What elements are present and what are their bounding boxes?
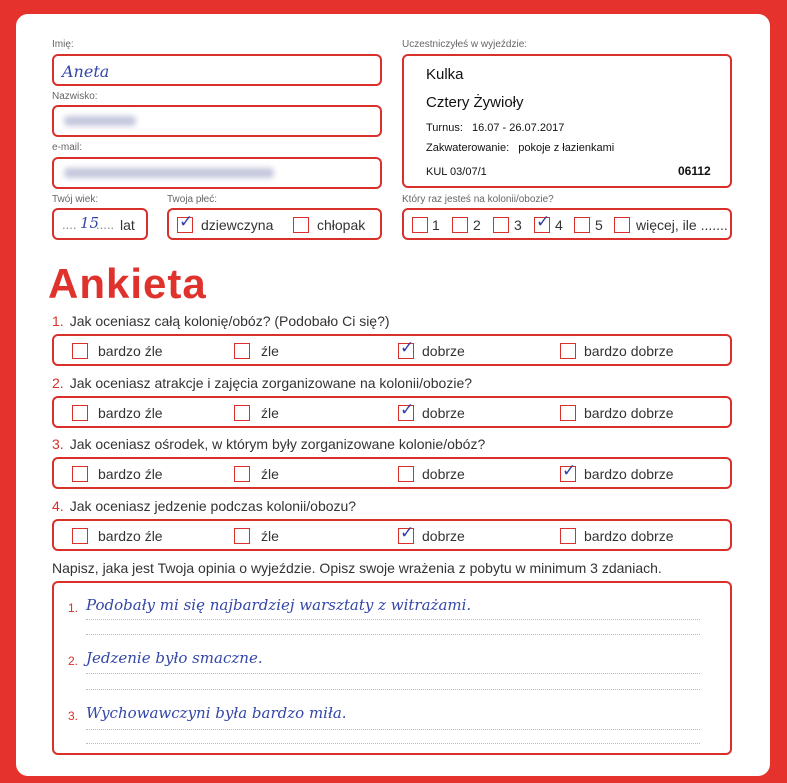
check-icon: ✓ <box>179 212 194 232</box>
times-option-2: 2 <box>473 217 481 233</box>
surname-field[interactable] <box>52 105 382 137</box>
name-value: Aneta <box>62 62 110 81</box>
writing-line <box>86 634 700 635</box>
option-checkbox[interactable] <box>398 523 415 544</box>
age-prefix: .... <box>62 217 77 232</box>
times-label: Który raz jesteś na kolonii/obozie? <box>402 194 554 205</box>
name-label: Imię: <box>52 39 74 50</box>
option-checkbox[interactable] <box>234 343 250 359</box>
question-text: Jak oceniasz ośrodek, w którym były zorganizowane kolonie/obóz? <box>69 436 486 452</box>
trip-info-box <box>402 54 732 188</box>
turnus-label: Turnus: <box>426 122 463 134</box>
option-label: bardzo dobrze <box>584 528 674 544</box>
option-label: dobrze <box>422 343 465 359</box>
page-title: Ankieta <box>48 260 207 307</box>
surname-redacted <box>64 116 136 126</box>
option-label: źle <box>261 528 279 544</box>
check-icon: ✓ <box>400 338 415 358</box>
times-option-more: więcej, ile ....... <box>636 217 728 233</box>
option-label: bardzo źle <box>98 528 163 544</box>
writing-line <box>86 689 700 690</box>
gender-checkbox-girl[interactable] <box>177 212 194 233</box>
option-checkbox[interactable] <box>72 466 88 482</box>
option-checkbox[interactable] <box>560 461 577 482</box>
option-label: bardzo źle <box>98 405 163 421</box>
option-checkbox[interactable] <box>72 343 88 359</box>
age-unit: lat <box>120 217 135 233</box>
gender-checkbox-boy[interactable] <box>293 217 309 233</box>
email-label: e-mail: <box>52 142 83 153</box>
times-option-5: 5 <box>595 217 603 233</box>
response-number: 2. <box>68 654 79 668</box>
question-number: 2. <box>52 375 64 391</box>
writing-line <box>86 673 700 674</box>
option-checkbox[interactable] <box>398 400 415 421</box>
option-label: dobrze <box>422 405 465 421</box>
gender-option-boy: chłopak <box>317 217 366 233</box>
option-checkbox[interactable] <box>398 466 414 482</box>
option-label: źle <box>261 405 279 421</box>
writing-line <box>86 743 700 744</box>
trip-label: Uczestniczyłeś w wyjeździe: <box>402 39 528 50</box>
email-field[interactable] <box>52 157 382 189</box>
response-text: Podobały mi się najbardziej warsztaty z witrażami. <box>86 596 472 614</box>
times-option-1: 1 <box>432 217 440 233</box>
response-number: 3. <box>68 709 79 723</box>
age-value: 15 <box>80 214 100 232</box>
option-label: bardzo dobrze <box>584 466 674 482</box>
option-checkbox[interactable] <box>560 528 576 544</box>
times-option-3: 3 <box>514 217 522 233</box>
gender-label: Twoja płeć: <box>167 194 218 205</box>
check-icon: ✓ <box>400 523 415 543</box>
question-text: Jak oceniasz całą kolonię/obóz? (Podobało Ci się?) <box>69 313 390 329</box>
question-2 <box>52 375 472 391</box>
answer-row-1 <box>52 334 732 366</box>
age-field[interactable] <box>52 208 148 240</box>
opinion-prompt: Napisz, jaka jest Twoja opinia o wyjeździe. Opisz swoje wrażenia z pobytu w minimum 3 zdaniach. <box>52 560 662 576</box>
gender-field <box>167 208 382 240</box>
option-checkbox[interactable] <box>234 405 250 421</box>
times-checkbox-4[interactable] <box>534 212 551 233</box>
option-checkbox[interactable] <box>72 405 88 421</box>
option-label: źle <box>261 343 279 359</box>
writing-line <box>86 729 700 730</box>
question-text: Jak oceniasz jedzenie podczas kolonii/obozu? <box>69 498 357 514</box>
opinion-box[interactable] <box>52 581 732 755</box>
option-checkbox[interactable] <box>72 528 88 544</box>
times-checkbox-more[interactable] <box>614 217 630 233</box>
option-checkbox[interactable] <box>560 405 576 421</box>
writing-line <box>86 619 700 620</box>
age-label: Twój wiek: <box>52 194 99 205</box>
question-number: 3. <box>52 436 64 452</box>
question-1 <box>52 313 390 329</box>
option-label: bardzo źle <box>98 343 163 359</box>
gender-option-girl: dziewczyna <box>201 217 274 233</box>
option-checkbox[interactable] <box>560 343 576 359</box>
accommodation-value: pokoje z łazienkami <box>518 142 615 154</box>
question-text: Jak oceniasz atrakcje i zajęcia zorganizowane na kolonii/obozie? <box>69 375 473 391</box>
option-label: bardzo dobrze <box>584 405 674 421</box>
times-option-4: 4 <box>555 217 563 233</box>
surname-label: Nazwisko: <box>52 91 98 102</box>
trip-name: Kulka <box>426 66 464 83</box>
option-label: dobrze <box>422 466 465 482</box>
times-field <box>402 208 732 240</box>
answer-row-3 <box>52 457 732 489</box>
trip-subtitle: Cztery Żywioły <box>426 94 524 111</box>
accommodation-row <box>426 142 614 154</box>
answer-row-2 <box>52 396 732 428</box>
option-label: źle <box>261 466 279 482</box>
option-checkbox[interactable] <box>234 466 250 482</box>
times-checkbox-2[interactable] <box>452 217 468 233</box>
age-suffix-dots: ..... <box>96 217 115 232</box>
turnus-value: 16.07 - 26.07.2017 <box>471 122 565 134</box>
question-3 <box>52 436 485 452</box>
response-number: 1. <box>68 601 79 615</box>
response-text: Jedzenie było smaczne. <box>86 649 263 667</box>
question-number: 4. <box>52 498 64 514</box>
question-4 <box>52 498 356 514</box>
accommodation-label: Zakwaterowanie: <box>426 142 510 154</box>
option-label: bardzo dobrze <box>584 343 674 359</box>
turnus-row <box>426 122 564 134</box>
option-checkbox[interactable] <box>234 528 250 544</box>
option-label: dobrze <box>422 528 465 544</box>
response-text: Wychowawczyni była bardzo miła. <box>86 704 347 722</box>
question-number: 1. <box>52 313 64 329</box>
survey-card <box>16 14 770 776</box>
option-checkbox[interactable] <box>398 338 415 359</box>
times-checkbox-3[interactable] <box>493 217 509 233</box>
times-checkbox-1[interactable] <box>412 217 428 233</box>
check-icon: ✓ <box>536 212 551 232</box>
trip-number: 06112 <box>678 164 711 178</box>
email-redacted <box>64 168 274 178</box>
check-icon: ✓ <box>562 461 577 481</box>
trip-code: KUL 03/07/1 <box>426 166 487 178</box>
name-field[interactable] <box>52 54 382 86</box>
answer-row-4 <box>52 519 732 551</box>
option-label: bardzo źle <box>98 466 163 482</box>
times-checkbox-5[interactable] <box>574 217 590 233</box>
check-icon: ✓ <box>400 400 415 420</box>
